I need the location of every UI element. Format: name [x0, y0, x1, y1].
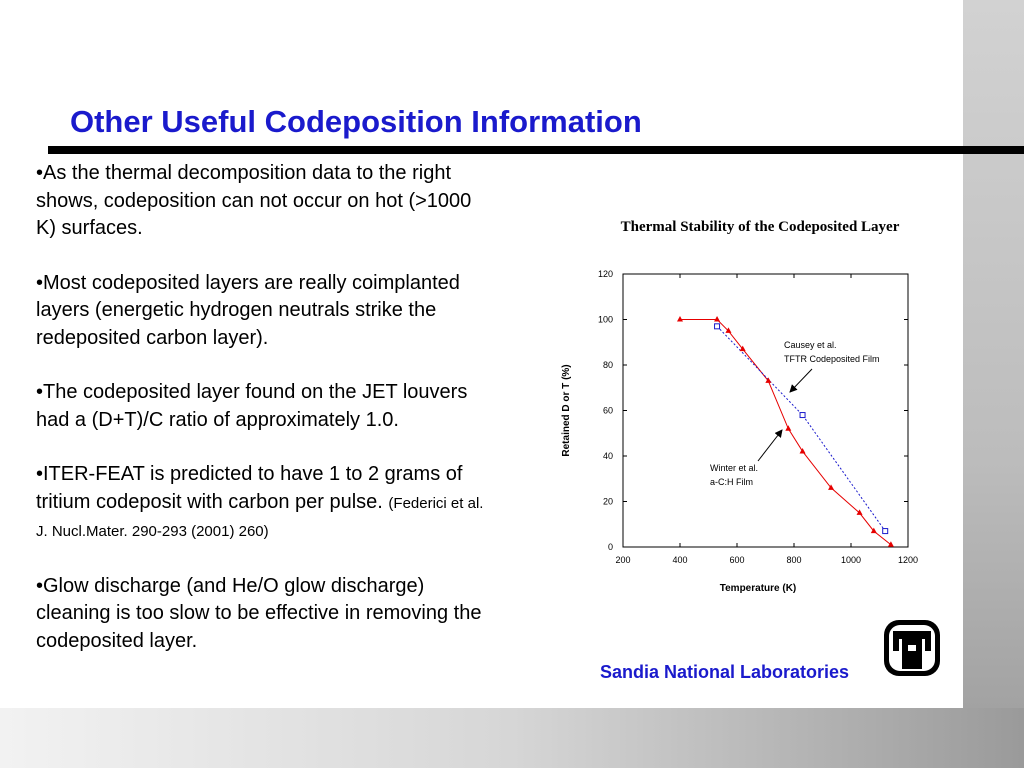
- thermal-stability-chart: [540, 255, 940, 600]
- bullet-text: •As the thermal decomposition data to the right shows, codeposition can not occur on hot (>1000 K) surfaces.: [36, 162, 472, 239]
- series-markers: [677, 316, 894, 547]
- data-point-triangle: [857, 509, 863, 515]
- bullet-list: [36, 160, 496, 682]
- annotation-causey-line1: Causey et al.: [784, 340, 837, 350]
- data-point-triangle: [677, 316, 683, 322]
- bullet-text: •ITER-FEAT is predicted to have 1 to 2 grams of tritium codeposit with carbon per pulse.: [36, 463, 463, 513]
- annotation-causey-line2: TFTR Codeposited Film: [784, 354, 880, 364]
- plot-frame: [623, 274, 908, 547]
- y-tick-label: 80: [602, 360, 613, 370]
- data-point-square: [800, 413, 805, 418]
- annotation-winter-line1: Winter et al.: [710, 463, 759, 473]
- organization-name: Sandia National Laboratories: [600, 662, 850, 682]
- bullet-item: [36, 573, 496, 656]
- x-tick-label: 1200: [897, 555, 919, 565]
- x-axis-label: Temperature (K): [719, 583, 797, 594]
- x-tick-label: 1000: [840, 555, 862, 565]
- data-point-triangle: [785, 425, 791, 431]
- bullet-item: [36, 379, 496, 434]
- bullet-text: •Most codeposited layers are really coimplanted layers (energetic hydrogen neutrals strike the redeposited carbon layer).: [36, 271, 460, 349]
- bullet-item: [36, 461, 496, 546]
- x-tick-label: 600: [729, 555, 745, 565]
- annotation-causey-arrow: [790, 369, 812, 392]
- annotation-winter-line2: a-C:H Film: [710, 477, 753, 487]
- citation-reference: (Federici et al. J. Nucl.Mater. 290-293 (2001) 260): [36, 494, 484, 540]
- y-tick-label: 60: [602, 405, 613, 416]
- x-tick-label: 200: [615, 555, 631, 565]
- data-point-square: [715, 324, 720, 329]
- data-point-triangle: [714, 316, 720, 322]
- y-tick-label: 120: [597, 269, 613, 279]
- y-tick-label: 20: [602, 496, 613, 507]
- annotation-winter-arrow: [758, 430, 782, 461]
- bullet-text: •Glow discharge (and He/O glow discharge) cleaning is too slow to be effective in removing the codeposited layer.: [36, 574, 482, 652]
- chart-title: Thermal Stability of the Codeposited Layer: [620, 219, 900, 235]
- bottom-gradient-band: [0, 708, 1024, 768]
- y-tick-label: 40: [602, 451, 613, 461]
- y-tick-label: 100: [597, 314, 613, 325]
- right-gradient-band: [963, 0, 1024, 768]
- bullet-item: [36, 160, 496, 243]
- y-axis-label: Retained D or T (%): [561, 364, 572, 457]
- sandia-thunderbird-logo-icon: [882, 618, 942, 678]
- data-point-square: [883, 529, 888, 534]
- y-tick-label: 0: [607, 542, 613, 552]
- bullet-item: [36, 270, 496, 353]
- data-point-triangle: [888, 541, 894, 547]
- y-axis: [598, 269, 908, 552]
- x-tick-label: 800: [786, 555, 802, 565]
- slide-title: Other Useful Codeposition Information: [70, 104, 642, 139]
- x-tick-label: 400: [672, 555, 688, 565]
- title-underline-bar: [48, 146, 1024, 154]
- x-axis: [615, 274, 918, 565]
- bullet-text: •The codeposited layer found on the JET louvers had a (D+T)/C ratio of approximately 1.0.: [36, 381, 468, 431]
